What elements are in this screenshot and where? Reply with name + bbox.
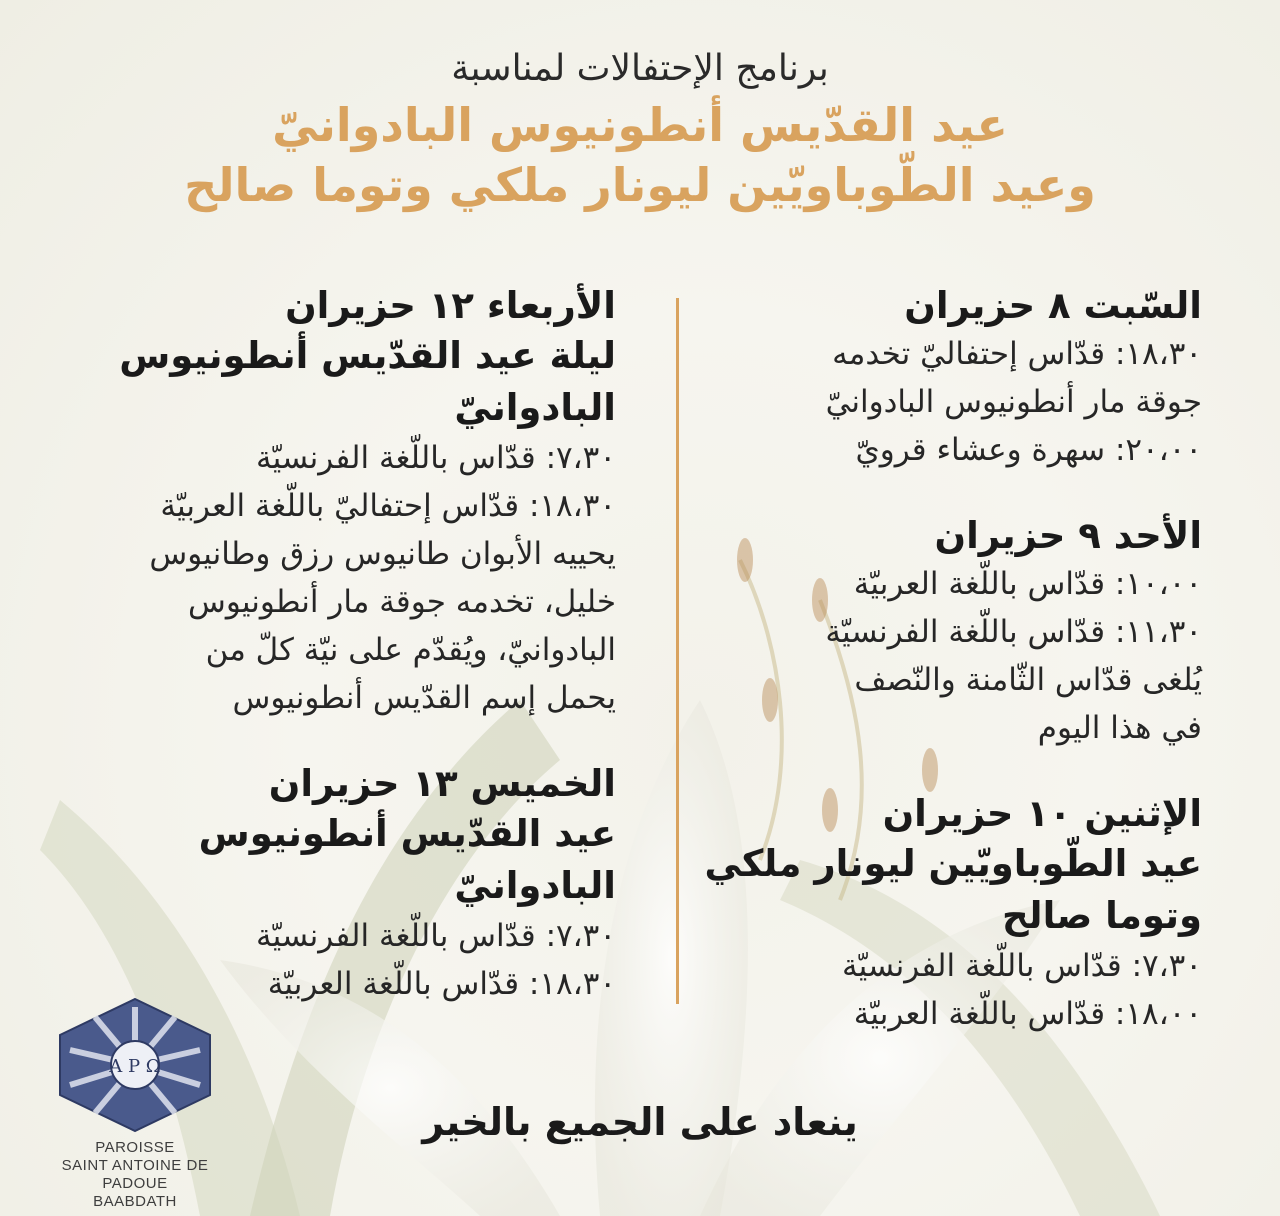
logo-line-1: PAROISSE (95, 1139, 175, 1156)
schedule-line: يُلغى قدّاس الثّامنة والنّصف (854, 662, 1202, 698)
schedule-line: في هذا اليوم (1037, 710, 1202, 746)
day-wednesday (56, 282, 616, 722)
schedule-line: البادوانيّ، ويُقدّم على نيّة كلّ من (205, 632, 616, 668)
day-title: الإثنين ١٠ حزيران (882, 792, 1202, 835)
schedule-line: يحييه الأبوان طانيوس رزق وطانيوس (149, 536, 616, 572)
schedule-right-column (682, 282, 1202, 1076)
schedule-line: ١٨،٣٠: قدّاس إحتفاليّ تخدمه (832, 336, 1202, 372)
parish-emblem-icon (50, 995, 220, 1135)
column-divider (676, 298, 679, 1004)
schedule-line: ٧،٣٠: قدّاس باللّغة الفرنسيّة (256, 918, 616, 954)
day-thursday (56, 760, 616, 1008)
schedule-line: خليل، تخدمه جوقة مار أنطونيوس (188, 584, 616, 620)
day-subtitle: عيد القدّيس أنطونيوس (198, 812, 616, 855)
day-title: الأربعاء ١٢ حزيران (285, 284, 616, 327)
schedule-line: ١٠،٠٠: قدّاس باللّغة العربيّة (853, 566, 1202, 602)
day-subtitle: عيد الطّوباويّين ليونار ملكي (704, 842, 1202, 885)
closing-greeting: ينعاد على الجميع بالخير (422, 1100, 858, 1144)
schedule-line: جوقة مار أنطونيوس البادوانيّ (825, 384, 1202, 420)
header (0, 48, 1280, 215)
parish-logo (30, 995, 240, 1210)
day-subtitle: البادوانيّ (454, 386, 616, 429)
schedule-line: ٧،٣٠: قدّاس باللّغة الفرنسيّة (842, 948, 1202, 984)
logo-line-3: BAABDATH (93, 1193, 177, 1210)
day-title: الأحد ٩ حزيران (934, 514, 1202, 557)
schedule-line: ١٨،٠٠: قدّاس باللّغة العربيّة (853, 996, 1202, 1032)
schedule-line: ٢٠،٠٠: سهرة وعشاء قرويّ (855, 432, 1202, 468)
day-title: السّبت ٨ حزيران (904, 284, 1202, 327)
logo-line-2: SAINT ANTOINE DE PADOUE (61, 1157, 209, 1192)
main-title-line-2: وعيد الطّوباويّين ليونار ملكي وتوما صالح (184, 158, 1096, 212)
day-monday (682, 790, 1202, 1038)
main-title-line-1: عيد القدّيس أنطونيوس البادوانيّ (272, 98, 1008, 152)
schedule-line: ١٨،٣٠: قدّاس إحتفاليّ باللّغة العربيّة (160, 488, 616, 524)
day-subtitle: البادوانيّ (454, 864, 616, 907)
schedule-line: ١٨،٣٠: قدّاس باللّغة العربيّة (267, 966, 616, 1002)
day-subtitle: ليلة عيد القدّيس أنطونيوس (119, 334, 616, 377)
day-sunday (682, 512, 1202, 752)
pre-title: برنامج الإحتفالات لمناسبة (451, 48, 829, 89)
day-saturday (682, 282, 1202, 474)
schedule-line: ٧،٣٠: قدّاس باللّغة الفرنسيّة (256, 440, 616, 476)
chi-rho-letters: Α Ρ Ω (109, 1056, 161, 1077)
schedule-line: يحمل إسم القدّيس أنطونيوس (232, 680, 616, 716)
day-title: الخميس ١٣ حزيران (268, 762, 616, 805)
schedule-left-column (56, 282, 616, 1046)
day-subtitle: وتوما صالح (1002, 894, 1202, 937)
schedule-line: ١١،٣٠: قدّاس باللّغة الفرنسيّة (825, 614, 1202, 650)
